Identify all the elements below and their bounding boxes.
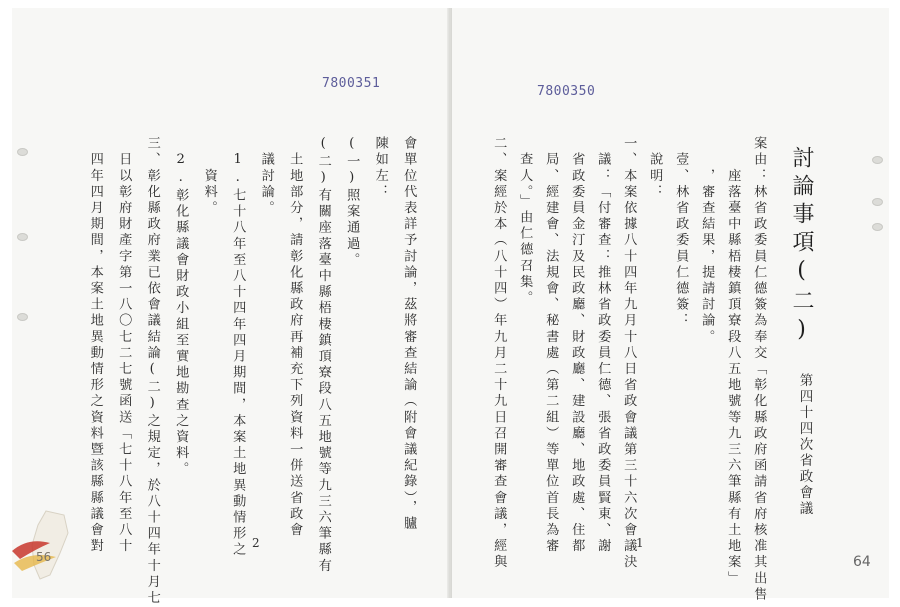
- text-column: (二)有關座落臺中縣梧棲鎮頂寮段八五地號等九三六筆縣有: [315, 136, 331, 575]
- text-column: 會單位代表詳予討論，茲將審查結論（附會議紀錄），臚: [401, 136, 417, 532]
- text-column: 壹、林省政委員仁德簽：: [673, 136, 689, 330]
- archive-stamp: 7800350: [537, 84, 596, 99]
- text-column: 四年四月期間，本案土地異動情形之資料暨該縣縣議會對: [87, 136, 103, 555]
- text-column: 查人。」由仁德召集。: [517, 136, 533, 307]
- text-column: 二、案經於本（八十四）年九月二十九日召開審查會議，經與: [491, 136, 507, 571]
- text-column: 說明：: [647, 136, 663, 201]
- text-column: 案由：林省政委員仁德簽為奉交「彰化縣政府函請省府核准其出售: [751, 136, 767, 603]
- text-column: 土地部分，請彰化縣政府再補充下列資料一併送省政會: [287, 136, 303, 539]
- text-column: 資料。: [201, 136, 217, 217]
- text-column: 議：「付審查：推林省政委員仁德、張省政委員賢東、謝: [595, 136, 611, 555]
- logo-number: 56: [36, 550, 52, 564]
- archive-stamp: 7800351: [322, 76, 381, 91]
- meeting-label: 第四十四次省政會議: [796, 373, 813, 517]
- page-number: 2: [252, 536, 260, 550]
- text-column: 議討論。: [258, 136, 274, 217]
- binding-hole: [872, 198, 883, 206]
- text-column: (一)照案通過。: [344, 136, 360, 269]
- section-title: 討論事項(二): [789, 146, 814, 348]
- text-column: 1.七十八年至八十四年四月期間，本案土地異動情形之: [230, 136, 246, 559]
- text-column: 省政委員金汀及民政廳、財政廳、建設廳、地政處、住都: [569, 136, 585, 555]
- right-page: [451, 8, 889, 603]
- page-number: 1: [636, 536, 644, 550]
- text-column: 局、經建會、法規會、秘書處（第二組）等單位首長為審: [543, 136, 559, 555]
- text-column: 座落臺中縣梧棲鎮頂寮段八五地號等九三六筆縣有土地案」: [725, 136, 741, 587]
- text-column: 一、本案依據八十四年九月十八日省政會議第三十六次會議決: [621, 136, 637, 571]
- folio-number: 64: [853, 554, 871, 570]
- text-column: 2.彰化縣議會財政小組至實地勘查之資料。: [173, 136, 189, 478]
- text-column: 三、彰化縣政府業已依會議結論(二)之規定，於八十四年十月七: [144, 136, 160, 607]
- binding-hole: [17, 233, 28, 241]
- binding-hole: [872, 156, 883, 164]
- binding-hole: [17, 148, 28, 156]
- binding-hole: [17, 313, 28, 321]
- binding-hole: [872, 223, 883, 231]
- text-column: 陳如左：: [372, 136, 388, 201]
- text-column: ，審查結果，提請討論。: [699, 136, 715, 346]
- text-column: 日以彰府財產字第一八〇七二七號函送「七十八年至八十: [116, 136, 132, 555]
- archive-logo: [6, 505, 106, 585]
